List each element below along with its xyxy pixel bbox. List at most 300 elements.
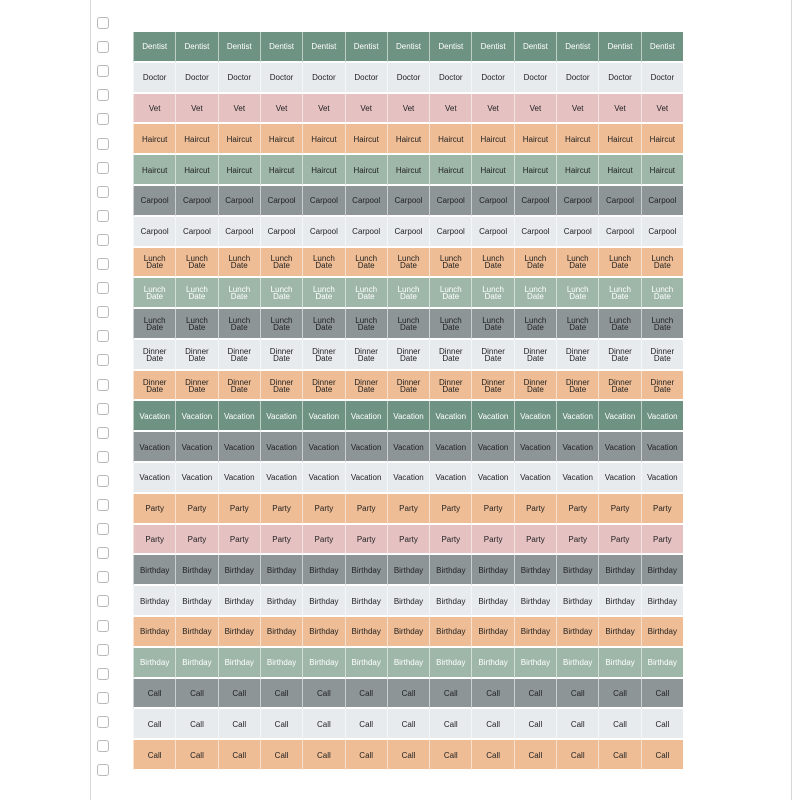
sticker-label: Party xyxy=(387,525,429,556)
sticker-label: Call xyxy=(387,709,429,740)
binder-hole xyxy=(97,668,109,680)
sticker-label: Dinner Date xyxy=(429,371,471,402)
sticker-label: Lunch Date xyxy=(556,248,598,279)
sticker-label: Vacation xyxy=(218,401,260,432)
sticker-label: Carpool xyxy=(218,217,260,248)
sticker-label: Birthday xyxy=(345,555,387,586)
sticker-label: Party xyxy=(175,525,217,556)
sticker-label: Call xyxy=(471,709,513,740)
sticker-label: Vacation xyxy=(429,463,471,494)
sticker-label: Carpool xyxy=(556,186,598,217)
sticker-label: Birthday xyxy=(133,586,175,617)
sticker-label: Dinner Date xyxy=(598,340,640,371)
sticker-label: Lunch Date xyxy=(175,278,217,309)
binder-hole xyxy=(97,427,109,439)
sticker-label: Birthday xyxy=(218,648,260,679)
sticker-label: Lunch Date xyxy=(556,309,598,340)
sticker-label: Dinner Date xyxy=(514,371,556,402)
sticker-label: Dinner Date xyxy=(556,371,598,402)
sticker-label: Dentist xyxy=(302,32,344,63)
sticker-label: Call xyxy=(556,709,598,740)
sticker-label: Lunch Date xyxy=(260,309,302,340)
sticker-label: Carpool xyxy=(429,217,471,248)
sticker-label: Lunch Date xyxy=(641,248,683,279)
sticker-label: Carpool xyxy=(429,186,471,217)
sticker-label: Call xyxy=(387,740,429,771)
sticker-label: Carpool xyxy=(133,217,175,248)
sticker-label: Carpool xyxy=(598,186,640,217)
sticker-label: Birthday xyxy=(471,586,513,617)
sticker-label: Lunch Date xyxy=(133,278,175,309)
sticker-label: Lunch Date xyxy=(471,248,513,279)
binder-hole xyxy=(97,89,109,101)
sticker-label: Lunch Date xyxy=(345,278,387,309)
sticker-label: Vet xyxy=(218,94,260,125)
sticker-label: Birthday xyxy=(641,617,683,648)
sticker-label: Lunch Date xyxy=(556,278,598,309)
sticker-label: Carpool xyxy=(471,217,513,248)
sticker-label: Birthday xyxy=(260,617,302,648)
binder-hole xyxy=(97,138,109,150)
binder-hole xyxy=(97,692,109,704)
sticker-label: Dinner Date xyxy=(514,340,556,371)
sticker-label: Dinner Date xyxy=(218,371,260,402)
binder-hole xyxy=(97,65,109,77)
sticker-label: Haircut xyxy=(514,124,556,155)
sticker-label: Dentist xyxy=(514,32,556,63)
sticker-label: Carpool xyxy=(514,217,556,248)
sticker-label: Birthday xyxy=(556,617,598,648)
sticker-label: Call xyxy=(302,740,344,771)
binder-hole xyxy=(97,644,109,656)
sticker-label: Call xyxy=(556,740,598,771)
sticker-label: Dentist xyxy=(641,32,683,63)
sticker-label: Birthday xyxy=(133,555,175,586)
sticker-label: Birthday xyxy=(302,617,344,648)
binder-hole xyxy=(97,330,109,342)
sticker-label: Call xyxy=(556,679,598,710)
sticker-label: Dinner Date xyxy=(387,371,429,402)
sticker-label: Carpool xyxy=(471,186,513,217)
binder-hole xyxy=(97,162,109,174)
sticker-label: Vacation xyxy=(641,432,683,463)
binder-hole xyxy=(97,41,109,53)
sticker-label: Call xyxy=(387,679,429,710)
sticker-label: Call xyxy=(218,709,260,740)
binder-hole xyxy=(97,764,109,776)
sticker-label: Birthday xyxy=(471,617,513,648)
binder-hole xyxy=(97,306,109,318)
sticker-label: Doctor xyxy=(598,63,640,94)
sticker-label: Lunch Date xyxy=(260,248,302,279)
sticker-label: Dentist xyxy=(260,32,302,63)
sticker-label: Vet xyxy=(302,94,344,125)
sticker-grid xyxy=(133,32,683,771)
sticker-label: Lunch Date xyxy=(175,309,217,340)
binder-hole xyxy=(97,451,109,463)
sticker-label: Party xyxy=(133,525,175,556)
sticker-label: Call xyxy=(218,679,260,710)
sticker-label: Dinner Date xyxy=(175,340,217,371)
sticker-label: Lunch Date xyxy=(387,309,429,340)
sticker-label: Vacation xyxy=(302,463,344,494)
binder-hole xyxy=(97,354,109,366)
sticker-label: Party xyxy=(556,494,598,525)
sticker-label: Lunch Date xyxy=(345,309,387,340)
binder-hole xyxy=(97,571,109,583)
sticker-label: Haircut xyxy=(260,124,302,155)
sticker-label: Dinner Date xyxy=(133,340,175,371)
binder-hole xyxy=(97,113,109,125)
sticker-label: Vacation xyxy=(260,401,302,432)
sticker-label: Carpool xyxy=(387,186,429,217)
sticker-label: Birthday xyxy=(260,648,302,679)
sticker-label: Vet xyxy=(556,94,598,125)
sticker-label: Carpool xyxy=(598,217,640,248)
sticker-label: Birthday xyxy=(556,648,598,679)
sticker-label: Dinner Date xyxy=(429,340,471,371)
sticker-label: Vacation xyxy=(387,463,429,494)
sticker-label: Dentist xyxy=(429,32,471,63)
sticker-label: Vacation xyxy=(598,432,640,463)
sticker-label: Birthday xyxy=(260,555,302,586)
sticker-label: Birthday xyxy=(218,555,260,586)
sticker-label: Birthday xyxy=(302,586,344,617)
sticker-label: Call xyxy=(175,679,217,710)
sticker-label: Carpool xyxy=(218,186,260,217)
sticker-label: Vacation xyxy=(345,432,387,463)
sticker-label: Lunch Date xyxy=(175,248,217,279)
sticker-label: Dinner Date xyxy=(218,340,260,371)
sticker-label: Vet xyxy=(641,94,683,125)
sticker-label: Vet xyxy=(598,94,640,125)
sticker-label: Lunch Date xyxy=(302,278,344,309)
sticker-label: Carpool xyxy=(556,217,598,248)
sticker-label: Haircut xyxy=(302,155,344,186)
sticker-label: Vacation xyxy=(260,432,302,463)
binder-hole xyxy=(97,547,109,559)
sticker-label: Party xyxy=(641,525,683,556)
sticker-label: Call xyxy=(133,740,175,771)
sticker-label: Birthday xyxy=(175,617,217,648)
sticker-label: Dinner Date xyxy=(641,340,683,371)
sticker-label: Dinner Date xyxy=(133,371,175,402)
sticker-label: Vacation xyxy=(175,432,217,463)
sticker-label: Party xyxy=(598,525,640,556)
sticker-label: Doctor xyxy=(556,63,598,94)
sticker-label: Birthday xyxy=(429,648,471,679)
sticker-label: Birthday xyxy=(429,555,471,586)
sticker-label: Vacation xyxy=(175,401,217,432)
sticker-label: Call xyxy=(598,679,640,710)
sticker-label: Birthday xyxy=(387,648,429,679)
sticker-label: Doctor xyxy=(302,63,344,94)
binder-hole xyxy=(97,258,109,270)
sticker-label: Call xyxy=(218,740,260,771)
sticker-label: Birthday xyxy=(175,555,217,586)
sticker-label: Vacation xyxy=(302,432,344,463)
sticker-label: Dentist xyxy=(556,32,598,63)
sticker-label: Birthday xyxy=(175,648,217,679)
sticker-label: Birthday xyxy=(514,648,556,679)
sticker-label: Party xyxy=(260,525,302,556)
sticker-label: Doctor xyxy=(429,63,471,94)
sticker-label: Carpool xyxy=(641,186,683,217)
sticker-label: Party xyxy=(387,494,429,525)
sticker-label: Call xyxy=(641,679,683,710)
sticker-label: Carpool xyxy=(175,186,217,217)
sticker-label: Dentist xyxy=(218,32,260,63)
sticker-label: Birthday xyxy=(387,586,429,617)
sticker-label: Birthday xyxy=(302,555,344,586)
sticker-label: Haircut xyxy=(345,155,387,186)
binder-hole xyxy=(97,210,109,222)
sticker-label: Vacation xyxy=(514,432,556,463)
sticker-label: Birthday xyxy=(429,586,471,617)
sticker-label: Carpool xyxy=(387,217,429,248)
sticker-label: Dinner Date xyxy=(598,371,640,402)
sticker-label: Party xyxy=(429,525,471,556)
sticker-label: Call xyxy=(641,709,683,740)
sticker-label: Birthday xyxy=(641,648,683,679)
sticker-label: Birthday xyxy=(133,648,175,679)
sticker-label: Dentist xyxy=(133,32,175,63)
sticker-label: Vacation xyxy=(429,401,471,432)
sticker-label: Dinner Date xyxy=(345,371,387,402)
sticker-label: Birthday xyxy=(641,586,683,617)
sticker-label: Dinner Date xyxy=(260,371,302,402)
sticker-label: Haircut xyxy=(175,155,217,186)
sticker-label: Dinner Date xyxy=(302,340,344,371)
sticker-label: Doctor xyxy=(345,63,387,94)
sticker-label: Dinner Date xyxy=(345,340,387,371)
sticker-label: Doctor xyxy=(175,63,217,94)
sticker-label: Party xyxy=(598,494,640,525)
sticker-label: Lunch Date xyxy=(598,278,640,309)
sticker-label: Carpool xyxy=(345,217,387,248)
sticker-label: Party xyxy=(514,494,556,525)
sticker-label: Lunch Date xyxy=(471,278,513,309)
sticker-label: Carpool xyxy=(514,186,556,217)
sticker-label: Haircut xyxy=(514,155,556,186)
sticker-label: Party xyxy=(429,494,471,525)
sticker-label: Lunch Date xyxy=(514,309,556,340)
sticker-label: Party xyxy=(514,525,556,556)
sticker-label: Dentist xyxy=(345,32,387,63)
sticker-label: Vacation xyxy=(387,401,429,432)
sticker-label: Call xyxy=(429,740,471,771)
sticker-label: Carpool xyxy=(260,186,302,217)
sticker-label: Haircut xyxy=(175,124,217,155)
sticker-label: Haircut xyxy=(387,155,429,186)
sticker-label: Birthday xyxy=(471,555,513,586)
sticker-label: Birthday xyxy=(641,555,683,586)
sticker-label: Vet xyxy=(514,94,556,125)
binder-hole xyxy=(97,716,109,728)
sticker-label: Vacation xyxy=(641,463,683,494)
sticker-label: Vacation xyxy=(514,401,556,432)
sticker-label: Birthday xyxy=(345,617,387,648)
sticker-label: Call xyxy=(598,709,640,740)
sticker-label: Party xyxy=(641,494,683,525)
sticker-label: Vacation xyxy=(345,463,387,494)
sticker-label: Haircut xyxy=(598,124,640,155)
sticker-label: Birthday xyxy=(218,617,260,648)
sticker-label: Haircut xyxy=(471,155,513,186)
sticker-label: Dinner Date xyxy=(387,340,429,371)
sticker-label: Vacation xyxy=(133,401,175,432)
sticker-label: Haircut xyxy=(218,124,260,155)
sticker-label: Haircut xyxy=(641,155,683,186)
sticker-label: Lunch Date xyxy=(302,309,344,340)
sticker-label: Call xyxy=(175,740,217,771)
sticker-label: Call xyxy=(514,709,556,740)
sticker-label: Birthday xyxy=(471,648,513,679)
sticker-label: Vet xyxy=(260,94,302,125)
sticker-label: Vacation xyxy=(218,463,260,494)
sticker-label: Vacation xyxy=(387,432,429,463)
sticker-label: Doctor xyxy=(133,63,175,94)
sticker-label: Lunch Date xyxy=(598,248,640,279)
sticker-label: Lunch Date xyxy=(429,309,471,340)
sticker-label: Party xyxy=(302,525,344,556)
sticker-label: Carpool xyxy=(302,217,344,248)
sticker-label: Lunch Date xyxy=(514,248,556,279)
binder-hole xyxy=(97,186,109,198)
sticker-label: Birthday xyxy=(556,586,598,617)
sticker-label: Call xyxy=(429,679,471,710)
binder-hole xyxy=(97,523,109,535)
sticker-label: Lunch Date xyxy=(345,248,387,279)
binder-holes xyxy=(97,17,111,787)
sticker-label: Call xyxy=(133,679,175,710)
sticker-label: Dentist xyxy=(598,32,640,63)
binder-hole xyxy=(97,234,109,246)
sticker-label: Vacation xyxy=(260,463,302,494)
sticker-label: Haircut xyxy=(218,155,260,186)
sticker-label: Call xyxy=(345,709,387,740)
sticker-label: Haircut xyxy=(345,124,387,155)
sticker-label: Dinner Date xyxy=(556,340,598,371)
sticker-label: Call xyxy=(471,740,513,771)
sticker-label: Dentist xyxy=(471,32,513,63)
sticker-label: Call xyxy=(429,709,471,740)
sticker-label: Vacation xyxy=(133,463,175,494)
sticker-label: Call xyxy=(345,679,387,710)
sticker-label: Birthday xyxy=(175,586,217,617)
sticker-label: Party xyxy=(556,525,598,556)
sticker-label: Haircut xyxy=(471,124,513,155)
sticker-label: Vacation xyxy=(218,432,260,463)
sticker-label: Lunch Date xyxy=(387,278,429,309)
sticker-label: Doctor xyxy=(387,63,429,94)
sticker-label: Haircut xyxy=(429,124,471,155)
sticker-label: Lunch Date xyxy=(514,278,556,309)
sticker-label: Call xyxy=(641,740,683,771)
sticker-label: Haircut xyxy=(598,155,640,186)
sticker-label: Haircut xyxy=(260,155,302,186)
sticker-label: Birthday xyxy=(556,555,598,586)
sticker-label: Call xyxy=(598,740,640,771)
sticker-label: Haircut xyxy=(302,124,344,155)
sticker-label: Vet xyxy=(133,94,175,125)
sticker-label: Party xyxy=(302,494,344,525)
sticker-label: Lunch Date xyxy=(218,278,260,309)
sticker-label: Call xyxy=(302,709,344,740)
sticker-label: Birthday xyxy=(387,617,429,648)
sticker-label: Party xyxy=(218,494,260,525)
sticker-label: Vet xyxy=(387,94,429,125)
sticker-label: Vacation xyxy=(598,401,640,432)
sticker-label: Dinner Date xyxy=(175,371,217,402)
sticker-label: Doctor xyxy=(218,63,260,94)
sticker-label: Birthday xyxy=(514,586,556,617)
sticker-label: Call xyxy=(514,679,556,710)
sticker-label: Birthday xyxy=(345,648,387,679)
sticker-label: Lunch Date xyxy=(260,278,302,309)
sticker-label: Dinner Date xyxy=(471,371,513,402)
sticker-label: Call xyxy=(175,709,217,740)
sticker-label: Lunch Date xyxy=(471,309,513,340)
sticker-label: Lunch Date xyxy=(641,309,683,340)
sticker-label: Doctor xyxy=(514,63,556,94)
sticker-label: Party xyxy=(345,494,387,525)
sticker-label: Haircut xyxy=(133,124,175,155)
sticker-label: Birthday xyxy=(514,617,556,648)
sticker-label: Haircut xyxy=(133,155,175,186)
sticker-label: Carpool xyxy=(260,217,302,248)
sticker-label: Birthday xyxy=(260,586,302,617)
sticker-label: Call xyxy=(514,740,556,771)
sticker-label: Vacation xyxy=(514,463,556,494)
sticker-label: Vacation xyxy=(556,463,598,494)
binder-hole xyxy=(97,499,109,511)
binder-hole xyxy=(97,379,109,391)
sticker-label: Birthday xyxy=(598,648,640,679)
sticker-label: Party xyxy=(218,525,260,556)
sticker-label: Lunch Date xyxy=(133,309,175,340)
sticker-label: Doctor xyxy=(641,63,683,94)
sticker-label: Call xyxy=(260,679,302,710)
sticker-label: Lunch Date xyxy=(133,248,175,279)
sticker-label: Vacation xyxy=(641,401,683,432)
binder-hole xyxy=(97,620,109,632)
sticker-label: Lunch Date xyxy=(641,278,683,309)
sticker-label: Dinner Date xyxy=(471,340,513,371)
sticker-label: Lunch Date xyxy=(302,248,344,279)
sticker-label: Carpool xyxy=(345,186,387,217)
sticker-label: Call xyxy=(260,709,302,740)
binder-hole xyxy=(97,282,109,294)
sticker-label: Lunch Date xyxy=(598,309,640,340)
sticker-label: Carpool xyxy=(133,186,175,217)
sticker-label: Lunch Date xyxy=(429,248,471,279)
sticker-label: Doctor xyxy=(471,63,513,94)
sticker-label: Haircut xyxy=(641,124,683,155)
binder-hole xyxy=(97,595,109,607)
sticker-label: Vet xyxy=(175,94,217,125)
sticker-label: Birthday xyxy=(218,586,260,617)
sticker-label: Vacation xyxy=(302,401,344,432)
sticker-label: Vet xyxy=(345,94,387,125)
sticker-label: Party xyxy=(471,494,513,525)
sticker-label: Call xyxy=(345,740,387,771)
sticker-label: Birthday xyxy=(387,555,429,586)
sticker-label: Carpool xyxy=(175,217,217,248)
sticker-label: Call xyxy=(302,679,344,710)
sticker-label: Dentist xyxy=(387,32,429,63)
sticker-label: Birthday xyxy=(598,617,640,648)
